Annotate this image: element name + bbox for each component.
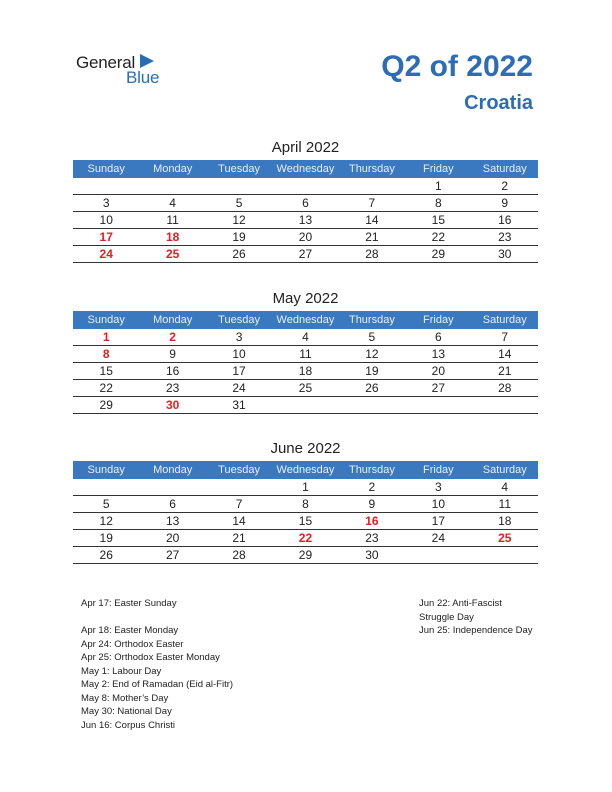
country-title: Croatia [464, 92, 533, 114]
day-cell: 20 [405, 363, 471, 380]
day-cell: 17 [73, 229, 139, 246]
day-cell: 4 [139, 195, 205, 212]
day-cell: 1 [272, 479, 338, 496]
empty-day-cell [272, 178, 338, 195]
day-cell: 15 [73, 363, 139, 380]
day-cell: 12 [73, 513, 139, 530]
day-cell: 20 [139, 530, 205, 547]
day-cell: 7 [206, 496, 272, 513]
day-cell: 22 [405, 229, 471, 246]
day-cell: 30 [472, 246, 538, 263]
week-row [73, 513, 538, 530]
weekday-header: Thursday [339, 160, 405, 178]
empty-day-cell [139, 178, 205, 195]
holiday-entry: May 2: End of Ramadan (Eid al-Fitr) [81, 679, 234, 690]
day-cell: 11 [272, 346, 338, 363]
day-cell: 5 [73, 496, 139, 513]
weekday-header: Saturday [472, 311, 538, 329]
calendar-table [73, 311, 538, 414]
day-cell: 10 [206, 346, 272, 363]
day-cell: 15 [405, 212, 471, 229]
week-row [73, 212, 538, 229]
day-cell: 12 [206, 212, 272, 229]
empty-day-cell [339, 178, 405, 195]
empty-day-cell [405, 397, 471, 414]
week-row [73, 329, 538, 346]
empty-day-cell [472, 547, 538, 564]
day-cell: 25 [272, 380, 338, 397]
weekday-header: Saturday [472, 160, 538, 178]
day-cell: 8 [73, 346, 139, 363]
logo-text-general: General [76, 53, 136, 72]
holiday-entry: Jun 16: Corpus Christi [81, 719, 175, 731]
weekday-header: Monday [139, 311, 205, 329]
empty-day-cell [339, 397, 405, 414]
quarter-title: Q2 of 2022 [381, 50, 533, 83]
day-cell: 30 [339, 547, 405, 564]
weekday-header: Saturday [472, 461, 538, 479]
month-title: May 2022 [272, 290, 339, 307]
week-row [73, 346, 538, 363]
week-row [73, 530, 538, 547]
weekday-header: Friday [405, 461, 471, 479]
empty-day-cell [405, 547, 471, 564]
holiday-entry: Apr 25: Orthodox Easter Monday [81, 652, 220, 663]
weekday-header: Friday [405, 160, 471, 178]
day-cell: 5 [206, 195, 272, 212]
weekday-header-row [73, 160, 538, 178]
day-cell: 28 [472, 380, 538, 397]
empty-day-cell [472, 397, 538, 414]
day-cell: 28 [206, 547, 272, 564]
weekday-header: Monday [139, 461, 205, 479]
day-cell: 17 [206, 363, 272, 380]
week-row [73, 363, 538, 380]
day-cell: 3 [206, 329, 272, 346]
day-cell: 21 [339, 229, 405, 246]
day-cell: 9 [339, 496, 405, 513]
weekday-header: Sunday [73, 160, 139, 178]
list-spacer [81, 611, 233, 625]
day-cell: 18 [272, 363, 338, 380]
day-cell: 24 [73, 246, 139, 263]
week-row [73, 496, 538, 513]
week-row [73, 178, 538, 195]
empty-day-cell [73, 178, 139, 195]
holiday-entry: May 8: Mother’s Day [81, 692, 169, 704]
holiday-entry: Apr 18: Easter Monday [81, 625, 179, 636]
day-cell: 3 [405, 479, 471, 496]
month-title: June 2022 [270, 440, 341, 457]
day-cell: 5 [339, 329, 405, 346]
day-cell: 1 [73, 329, 139, 346]
month-june [73, 439, 538, 564]
weekday-header: Wednesday [272, 311, 338, 329]
day-cell: 27 [272, 246, 338, 263]
day-cell: 21 [206, 530, 272, 547]
day-cell: 27 [139, 547, 205, 564]
day-cell: 31 [206, 397, 272, 414]
day-cell: 11 [472, 496, 538, 513]
week-row [73, 380, 538, 397]
generalblue-logo [76, 53, 176, 89]
weekday-header: Monday [139, 160, 205, 178]
weekday-header-row [73, 461, 538, 479]
day-cell: 25 [139, 246, 205, 263]
month-april [73, 138, 538, 263]
weekday-header: Wednesday [272, 461, 338, 479]
empty-day-cell [73, 479, 139, 496]
day-cell: 14 [206, 513, 272, 530]
day-cell: 19 [339, 363, 405, 380]
day-cell: 11 [139, 212, 205, 229]
day-cell: 2 [339, 479, 405, 496]
day-cell: 7 [472, 329, 538, 346]
day-cell: 6 [405, 329, 471, 346]
day-cell: 6 [272, 195, 338, 212]
day-cell: 18 [139, 229, 205, 246]
day-cell: 10 [405, 496, 471, 513]
day-cell: 13 [272, 212, 338, 229]
weekday-header: Friday [405, 311, 471, 329]
day-cell: 26 [206, 246, 272, 263]
day-cell: 19 [73, 530, 139, 547]
month-title: April 2022 [271, 139, 340, 156]
day-cell: 2 [472, 178, 538, 195]
week-row [73, 479, 538, 496]
weekday-header-row [73, 311, 538, 329]
day-cell: 13 [405, 346, 471, 363]
holiday-entry: Jun 25: Independence Day [419, 625, 533, 636]
day-cell: 21 [472, 363, 538, 380]
empty-day-cell [206, 479, 272, 496]
day-cell: 13 [139, 513, 205, 530]
week-row [73, 547, 538, 564]
holiday-entry: Jun 22: Anti-Fascist [419, 598, 502, 609]
day-cell: 22 [73, 380, 139, 397]
day-cell: 8 [405, 195, 471, 212]
day-cell: 1 [405, 178, 471, 195]
calendar-table [73, 160, 538, 263]
weekday-header: Wednesday [272, 160, 338, 178]
empty-day-cell [139, 479, 205, 496]
day-cell: 26 [339, 380, 405, 397]
month-may [73, 289, 538, 414]
day-cell: 30 [139, 397, 205, 414]
day-cell: 9 [139, 346, 205, 363]
empty-day-cell [272, 397, 338, 414]
calendar-table [73, 461, 538, 564]
day-cell: 4 [272, 329, 338, 346]
day-cell: 14 [472, 346, 538, 363]
day-cell: 27 [405, 380, 471, 397]
holiday-entry: May 30: National Day [81, 706, 172, 717]
day-cell: 20 [272, 229, 338, 246]
day-cell: 10 [73, 212, 139, 229]
day-cell: 25 [472, 530, 538, 547]
week-row [73, 246, 538, 263]
day-cell: 4 [472, 479, 538, 496]
week-row [73, 397, 538, 414]
day-cell: 24 [405, 530, 471, 547]
day-cell: 6 [139, 496, 205, 513]
day-cell: 3 [73, 195, 139, 212]
day-cell: 23 [339, 530, 405, 547]
day-cell: 16 [139, 363, 205, 380]
day-cell: 12 [339, 346, 405, 363]
day-cell: 23 [139, 380, 205, 397]
day-cell: 29 [405, 246, 471, 263]
weekday-header: Tuesday [206, 160, 272, 178]
day-cell: 22 [272, 530, 338, 547]
day-cell: 28 [339, 246, 405, 263]
holiday-entry: May 1: Labour Day [81, 665, 162, 677]
week-row [73, 229, 538, 246]
weekday-header: Tuesday [206, 311, 272, 329]
day-cell: 14 [339, 212, 405, 229]
day-cell: 16 [339, 513, 405, 530]
holiday-entry: Apr 24: Orthodox Easter [81, 638, 184, 650]
day-cell: 18 [472, 513, 538, 530]
holiday-entry: Apr 17: Easter Sunday [81, 598, 177, 609]
logo-triangle-icon [140, 54, 154, 68]
day-cell: 15 [272, 513, 338, 530]
day-cell: 26 [73, 547, 139, 564]
weekday-header: Sunday [73, 461, 139, 479]
weekday-header: Thursday [339, 461, 405, 479]
empty-day-cell [206, 178, 272, 195]
day-cell: 19 [206, 229, 272, 246]
day-cell: 9 [472, 195, 538, 212]
holiday-list-left [81, 597, 233, 732]
holiday-entry: Struggle Day [419, 611, 474, 623]
week-row [73, 195, 538, 212]
day-cell: 8 [272, 496, 338, 513]
day-cell: 7 [339, 195, 405, 212]
holiday-list-right [419, 597, 533, 638]
day-cell: 29 [272, 547, 338, 564]
weekday-header: Tuesday [206, 461, 272, 479]
weekday-header: Sunday [73, 311, 139, 329]
day-cell: 29 [73, 397, 139, 414]
weekday-header: Thursday [339, 311, 405, 329]
day-cell: 17 [405, 513, 471, 530]
day-cell: 2 [139, 329, 205, 346]
day-cell: 23 [472, 229, 538, 246]
logo-text-blue: Blue [126, 68, 160, 87]
day-cell: 16 [472, 212, 538, 229]
day-cell: 24 [206, 380, 272, 397]
